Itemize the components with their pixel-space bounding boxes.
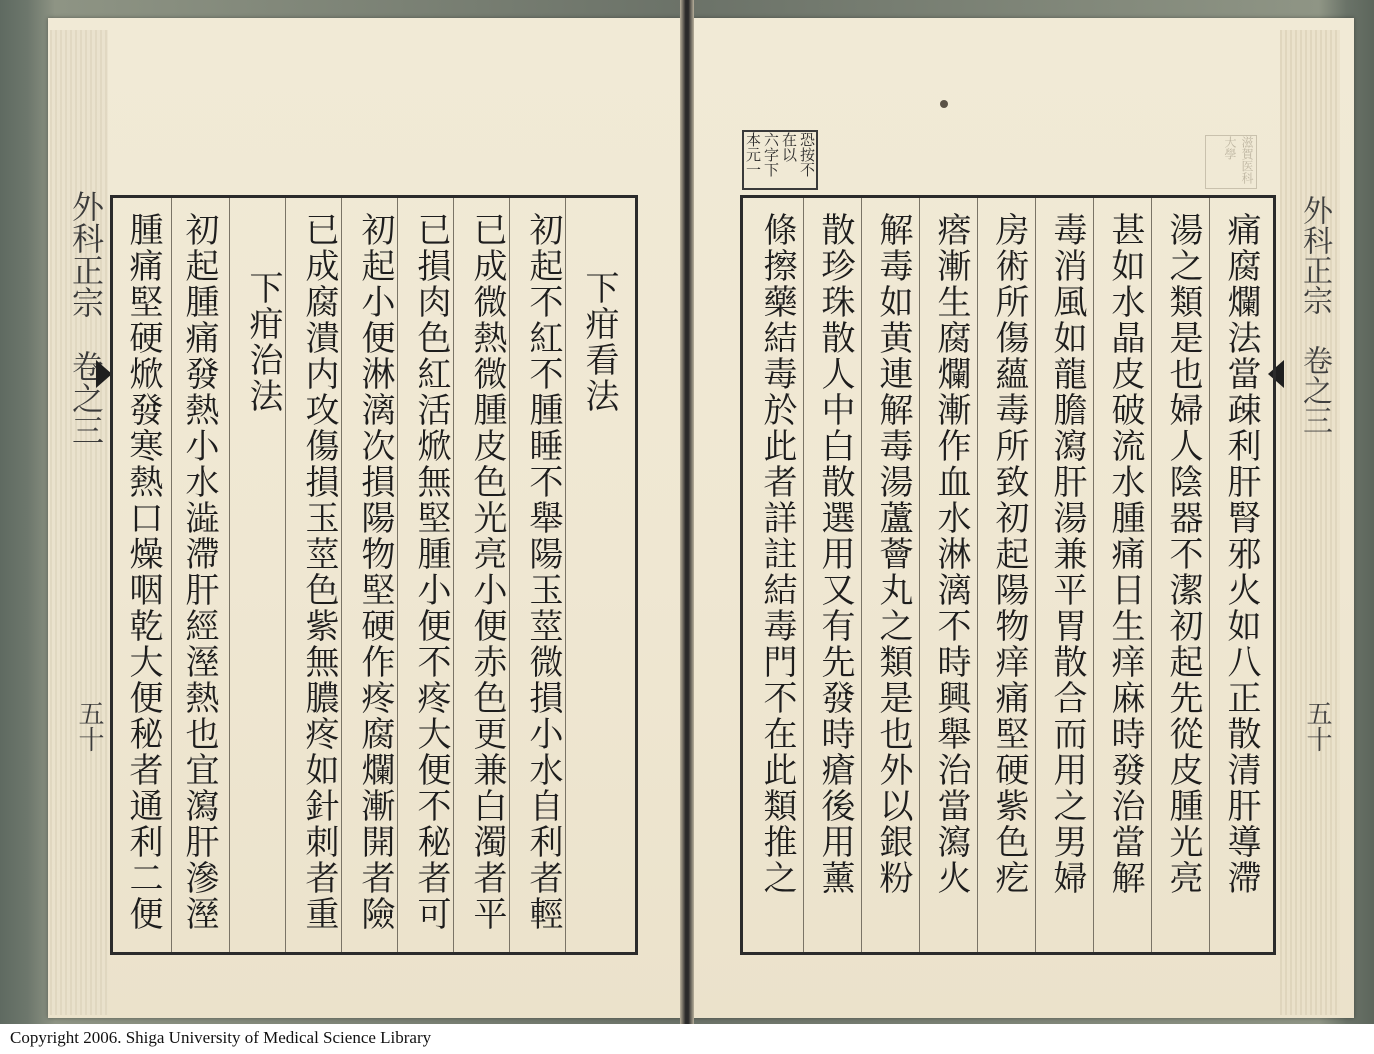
column-rule <box>919 198 920 952</box>
text-column: 甚如水晶皮破流水腫痛日生痒麻時發治當解 <box>1105 212 1145 896</box>
text-column: 初起腫痛發熱小水澁滯肝經溼熱也宜瀉肝滲溼 <box>179 212 219 932</box>
right-spine-title: 外科正宗 卷之三 <box>1297 195 1332 435</box>
text-column: 散珍珠散人中白散選用又有先發時瘡後用薰 <box>815 212 855 896</box>
left-spine-folio: 五十 <box>74 700 104 752</box>
column-rule <box>1035 198 1036 952</box>
text-column: 初起不紅不腫睡不舉陽玉莖微損小水自利者輕 <box>523 212 563 932</box>
column-rule <box>1209 198 1210 952</box>
column-rule <box>397 198 398 952</box>
marginal-note-line: 恐按不 <box>798 132 816 177</box>
column-rule <box>1093 198 1094 952</box>
section-heading-look: 下疳看法 <box>579 270 619 414</box>
column-rule <box>285 198 286 952</box>
marginal-note-box <box>742 130 818 190</box>
column-rule <box>453 198 454 952</box>
section-heading-treat: 下疳治法 <box>243 270 283 414</box>
column-rule <box>861 198 862 952</box>
left-spine-title: 外科正宗 卷之三 <box>67 190 105 446</box>
right-spine-folio: 五十 <box>1302 700 1332 752</box>
right-text-frame <box>740 195 1276 955</box>
text-column: 腫痛堅硬焮發寒熱口燥咽乾大便秘者通利二便 <box>123 212 163 932</box>
book-gutter <box>680 0 694 1024</box>
text-column: 房術所傷蘊毒所致初起陽物痒痛堅硬紫色疙 <box>989 212 1029 896</box>
text-column: 已成微熱微腫皮色光亮小便赤色更兼白濁者平 <box>467 212 507 932</box>
text-column: 已損肉色紅活焮無堅腫小便不疼大便不秘者可 <box>411 212 451 932</box>
column-rule <box>229 198 230 952</box>
library-stamp: 滋賀医科大學 <box>1205 135 1257 189</box>
text-column: 瘩漸生腐爛漸作血水淋漓不時興舉治當瀉火 <box>931 212 971 896</box>
column-rule <box>1151 198 1152 952</box>
text-column: 已成腐潰内攻傷損玉莖色紫無膿疼如針刺者重 <box>299 212 339 932</box>
column-rule <box>341 198 342 952</box>
text-column: 毒消風如龍膽瀉肝湯兼平胃散合而用之男婦 <box>1047 212 1087 896</box>
column-rule <box>509 198 510 952</box>
text-column: 痛腐爛法當疎利肝腎邪火如八正散清肝導滯 <box>1221 212 1261 896</box>
left-text-frame <box>110 195 638 955</box>
marginal-note-line: 本元一 <box>744 132 762 177</box>
marginal-note-line: 在以 <box>780 132 798 162</box>
left-page-edge <box>50 30 108 1015</box>
column-rule <box>977 198 978 952</box>
text-column: 解毒如黄連解毒湯蘆薈丸之類是也外以銀粉 <box>873 212 913 896</box>
text-column: 湯之類是也婦人陰器不潔初起先從皮腫光亮 <box>1163 212 1203 896</box>
column-rule <box>171 198 172 952</box>
column-rule <box>803 198 804 952</box>
ink-speck <box>940 100 948 108</box>
right-page-edge <box>1280 30 1340 1015</box>
copyright-notice: Copyright 2006. Shiga University of Medical Science Library <box>10 1028 432 1047</box>
column-rule <box>565 198 566 952</box>
text-column: 條擦藥結毒於此者詳註結毒門不在此類推之 <box>757 212 797 896</box>
marginal-note-line: 六字下 <box>762 132 780 177</box>
text-column: 初起小便淋漓次損陽物堅硬作疼腐爛漸開者險 <box>355 212 395 932</box>
